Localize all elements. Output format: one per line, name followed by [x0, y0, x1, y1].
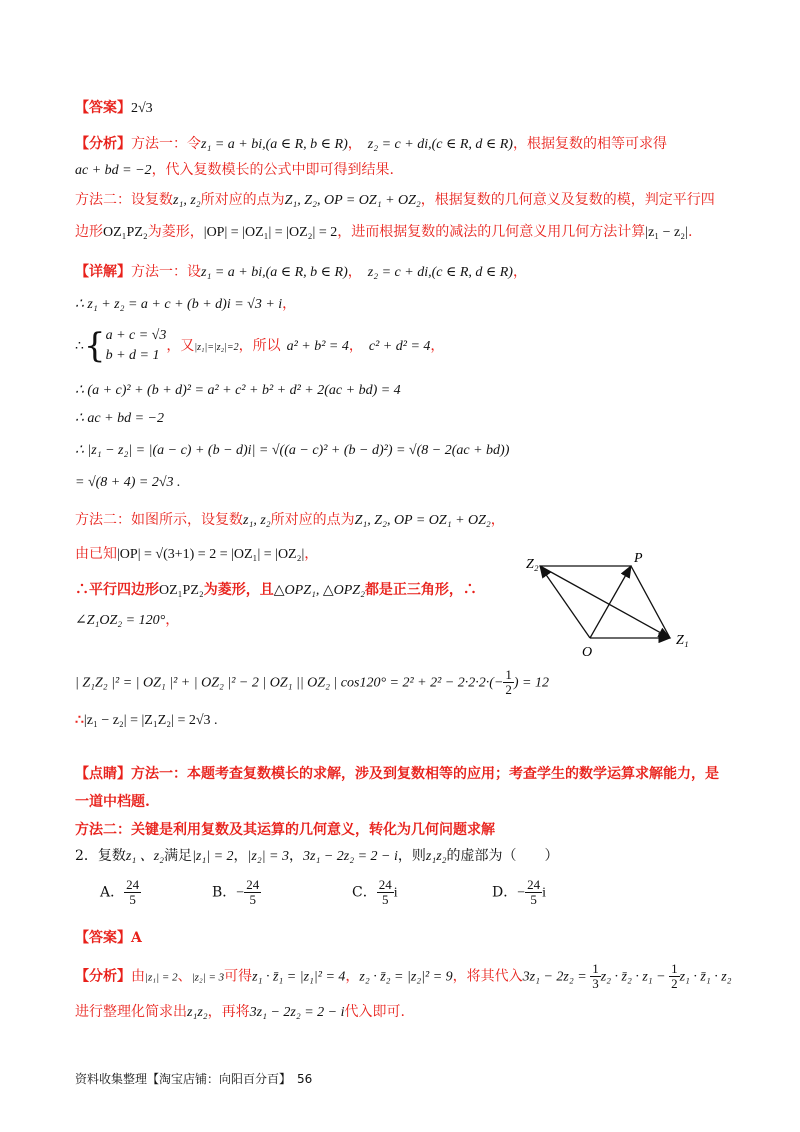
text: ， — [304, 546, 319, 562]
text: 由已知 — [75, 546, 117, 562]
comment-line-2 — [75, 792, 150, 812]
text: 方法二：关键是利用复数及其运算的几何意义，转化为几何问题求解 — [75, 822, 495, 838]
text: 方法二：如图所示，设复数 — [75, 512, 243, 528]
text: 为菱形，且 — [203, 582, 274, 598]
math: |OP| = |OZ₁| = |OZ₂| = 2 — [203, 225, 338, 240]
detail-line-4 — [75, 380, 401, 401]
minus-sign: − — [236, 885, 245, 901]
math: |z₂| = 3 — [247, 849, 289, 864]
comment-label: 【点睛】 — [75, 766, 131, 782]
page-footer: 资料收集整理【淘宝店铺：向阳百分百】 56 — [75, 1072, 313, 1086]
answer-label: 【答案】 — [75, 930, 131, 946]
comment-line-1 — [75, 764, 719, 784]
fraction-numerator: 1 — [592, 961, 599, 976]
text: ，根据复数的相等可求得 — [512, 136, 667, 152]
text: ， — [490, 512, 505, 528]
answer-value: 2√3 — [131, 101, 153, 116]
math: z₁ · z̄₁ = |z₁|² = 4 — [252, 969, 346, 985]
detail-line-1: 【详解】方法一：设z₁ = a + bi,(a ∈ R, b ∈ R)， z₂ = c + di,(c ∈ R, d ∈ R)， — [75, 264, 527, 280]
text: 满足 — [164, 848, 193, 864]
math: |z₁| = 2 — [145, 971, 178, 984]
text: 、 — [177, 968, 192, 985]
text: 都是正三角形，∴ — [364, 582, 477, 598]
text: 由 — [131, 968, 145, 985]
rhombus-figure — [520, 548, 700, 660]
detail-line-13 — [75, 710, 218, 731]
fraction-denominator: 5 — [129, 892, 136, 907]
math: |z₁ − z₂| = |Z₁Z₂| = 2√3 . — [83, 713, 218, 728]
option-b — [212, 878, 261, 908]
analysis-label: 【分析】 — [75, 136, 131, 152]
fraction-numerator: 24 — [378, 877, 392, 892]
detail-line-12 — [75, 668, 549, 697]
math: 3z₁ − 2z₂ = 2 − i — [303, 849, 398, 864]
math: z₁, z₂ — [173, 193, 201, 208]
math: z₂ · z̄₂ · z₁ − — [600, 969, 670, 985]
math: ) = 12 — [513, 675, 549, 691]
option-letter: B． — [212, 884, 237, 901]
math: ∠Z₁OZ₂ = 120° — [75, 613, 166, 628]
math: z₁z₂ — [425, 849, 447, 864]
math: a² + b² = 4 — [286, 339, 349, 354]
fraction-denominator: 2 — [505, 682, 512, 697]
text: ∴平行四边形 — [75, 582, 159, 598]
text: 的虚部为（ ） — [446, 848, 559, 864]
text: 进行整理化简求出 — [75, 1004, 187, 1020]
math: z₂ = c + di,(c ∈ R, d ∈ R) — [367, 265, 513, 280]
fraction-numerator: 1 — [505, 667, 512, 682]
answer-line-2 — [75, 928, 142, 948]
math: |z₁|=|z₂|=2 — [194, 342, 239, 353]
option-a — [100, 878, 141, 907]
math: |z₁| = 2 — [192, 849, 234, 864]
text: 代入即可. — [344, 1004, 405, 1020]
math: z₁ = a + bi,(a ∈ R, b ∈ R) — [201, 265, 348, 280]
text: 为菱形， — [147, 224, 204, 240]
imaginary-unit: i — [542, 885, 547, 901]
detail-line-5 — [75, 408, 164, 429]
text: ， — [282, 296, 297, 312]
math: 3z₁ − 2z₂ = — [522, 969, 591, 985]
math: c² + d² = 4 — [368, 339, 431, 354]
detail-line-2 — [75, 294, 296, 315]
text: 边形 — [75, 224, 103, 240]
math: z₁z₂ — [187, 1005, 208, 1020]
comment-line-3 — [75, 820, 495, 840]
vector-oz2 — [540, 566, 590, 638]
therefore: ∴ — [75, 339, 84, 354]
text: ， — [165, 612, 180, 628]
text: ，代入复数模长的公式中即可得到结果. — [151, 162, 395, 178]
text: 方法一：本题考查复数模长的求解，涉及到复数相等的应用；考查学生的数学运算求解能力，是 — [131, 766, 719, 782]
math: Z₁, Z₂ — [284, 193, 317, 208]
text: 一道中档题. — [75, 794, 150, 810]
text: ，进而根据复数的减法的几何意义用几何方法计算 — [337, 224, 646, 240]
minus-sign: − — [517, 885, 526, 901]
analysis-line-1: 【分析】方法一：令z₁ = a + bi,(a ∈ R, b ∈ R)， z₂ = c + di,(c ∈ R, d ∈ R)，根据复数的相等可求得 — [75, 136, 667, 152]
vector-op — [590, 566, 631, 638]
fraction-numerator: 24 — [246, 877, 260, 892]
math: , OP = OZ₁ + OZ₂ — [316, 193, 421, 208]
answer-value: A — [131, 930, 142, 946]
label-z2: Z₂ — [526, 557, 539, 572]
text: 2．复数 — [75, 848, 126, 864]
text: 所对应的点为 — [200, 192, 285, 208]
fraction-numerator: 1 — [671, 961, 678, 976]
math: OZ₁PZ₂ — [103, 225, 148, 240]
math: z₁ · z̄₁ · z₂ — [679, 969, 732, 985]
math: ∴ |z₁ − z₂| = |(a − c) + (b − d)i| = √((a − c)² + (b − d)²) = √(8 − 2(ac + bd)) — [75, 443, 510, 458]
detail-line-6 — [75, 440, 509, 461]
text: ，则 — [397, 848, 426, 864]
math: = √(8 + 4) = 2√3 . — [75, 475, 181, 490]
text: ， — [512, 264, 527, 280]
math: a + c = √3 — [105, 328, 167, 343]
detail-line-10 — [75, 580, 477, 601]
option-letter: C． — [352, 884, 377, 901]
math: Z₁, Z₂, OP = OZ₁ + OZ₂ — [354, 513, 491, 528]
fraction-denominator: 2 — [671, 976, 678, 991]
analysis-line-4 — [75, 222, 692, 243]
text: ，再将 — [207, 1004, 250, 1020]
detail-line-8 — [75, 510, 505, 531]
text: ， — [345, 968, 360, 985]
option-c — [352, 878, 398, 908]
detail-label: 【详解】 — [75, 264, 131, 280]
math: ac + bd = −2 — [75, 163, 152, 178]
math: ∴ ac + bd = −2 — [75, 411, 164, 426]
detail-line-11 — [75, 610, 179, 631]
analysis-label: 【分析】 — [75, 968, 131, 985]
detail-line-9 — [75, 544, 318, 565]
math: z₂ · z̄₂ = |z₂|² = 9 — [359, 969, 453, 985]
text: ，又 — [166, 338, 195, 354]
analysis-q2-line-1 — [75, 962, 732, 992]
text: 方法一：设 — [131, 264, 201, 280]
option-letter: A． — [100, 884, 125, 901]
text: 方法二：设复数 — [75, 192, 173, 208]
math: |z₂| = 3 — [191, 971, 225, 984]
fraction-denominator: 5 — [530, 892, 537, 907]
text: 方法一：令 — [131, 136, 201, 152]
math: 3z₁ − 2z₂ = 2 − i — [249, 1005, 345, 1020]
analysis-line-2 — [75, 160, 394, 181]
option-letter: D． — [492, 884, 518, 901]
math: z₂ = c + di,(c ∈ R, d ∈ R) — [367, 137, 513, 152]
detail-line-7 — [75, 472, 181, 493]
answer-line-1 — [75, 98, 153, 119]
math: z₁, z₂ — [243, 513, 271, 528]
analysis-line-3 — [75, 190, 715, 211]
text: 可得 — [224, 968, 253, 985]
fraction-numerator: 24 — [527, 877, 541, 892]
therefore: ∴ — [75, 712, 84, 728]
math: z₁ = a + bi,(a ∈ R, b ∈ R) — [201, 137, 348, 152]
math: ∴ z₁ + z₂ = a + c + (b + d)i = √3 + i — [75, 297, 283, 312]
text: 所对应的点为 — [270, 512, 355, 528]
imaginary-unit: i — [393, 885, 398, 901]
fraction-denominator: 5 — [249, 892, 256, 907]
math: ∴ (a + c)² + (b + d)² = a² + c² + b² + d² + 2(ac + bd) = 4 — [75, 383, 401, 398]
answer-label: 【答案】 — [75, 100, 131, 116]
text: ，所以 — [238, 338, 281, 354]
math: b + d = 1 — [105, 348, 160, 363]
fraction-numerator: 24 — [126, 877, 140, 892]
math: |z₁ − z₂| — [645, 225, 688, 240]
math: OZ₁PZ₂ — [159, 583, 204, 598]
label-z1: Z₁ — [676, 633, 689, 648]
math: |OP| = √(3+1) = 2 = |OZ₁| = |OZ₂| — [117, 547, 305, 562]
text: ，根据复数的几何意义及复数的模，判定平行四 — [420, 192, 715, 208]
text: ，将其代入 — [452, 968, 523, 985]
option-d — [492, 878, 546, 908]
math: z₁ 、z₂ — [125, 849, 165, 864]
fraction-denominator: 5 — [381, 892, 389, 907]
fraction-denominator: 3 — [592, 976, 599, 991]
math: △OPZ₁, △OPZ₂ — [273, 583, 365, 598]
label-o: O — [582, 645, 593, 660]
detail-line-3: ∴{ a + c = √3 b + d = 1 ，又|z₁|=|z₂|=2，所以 a² + b² = 4， c² + d² = 4， — [75, 326, 445, 366]
math: | Z₁Z₂ |² = | OZ₁ |² + | OZ₂ |² − 2 | OZ₁ || OZ₂ | cos120° = 2² + 2² − 2·2·2·(− — [75, 675, 504, 691]
analysis-q2-line-2 — [75, 1002, 405, 1023]
label-p: P — [634, 551, 643, 566]
text: . — [687, 224, 693, 240]
question-2: 2．复数z₁ 、z₂满足|z₁| = 2，|z₂| = 3，3z₁ − 2z₂ = 2 − i，则z₁z₂的虚部为（ ） — [75, 848, 559, 864]
